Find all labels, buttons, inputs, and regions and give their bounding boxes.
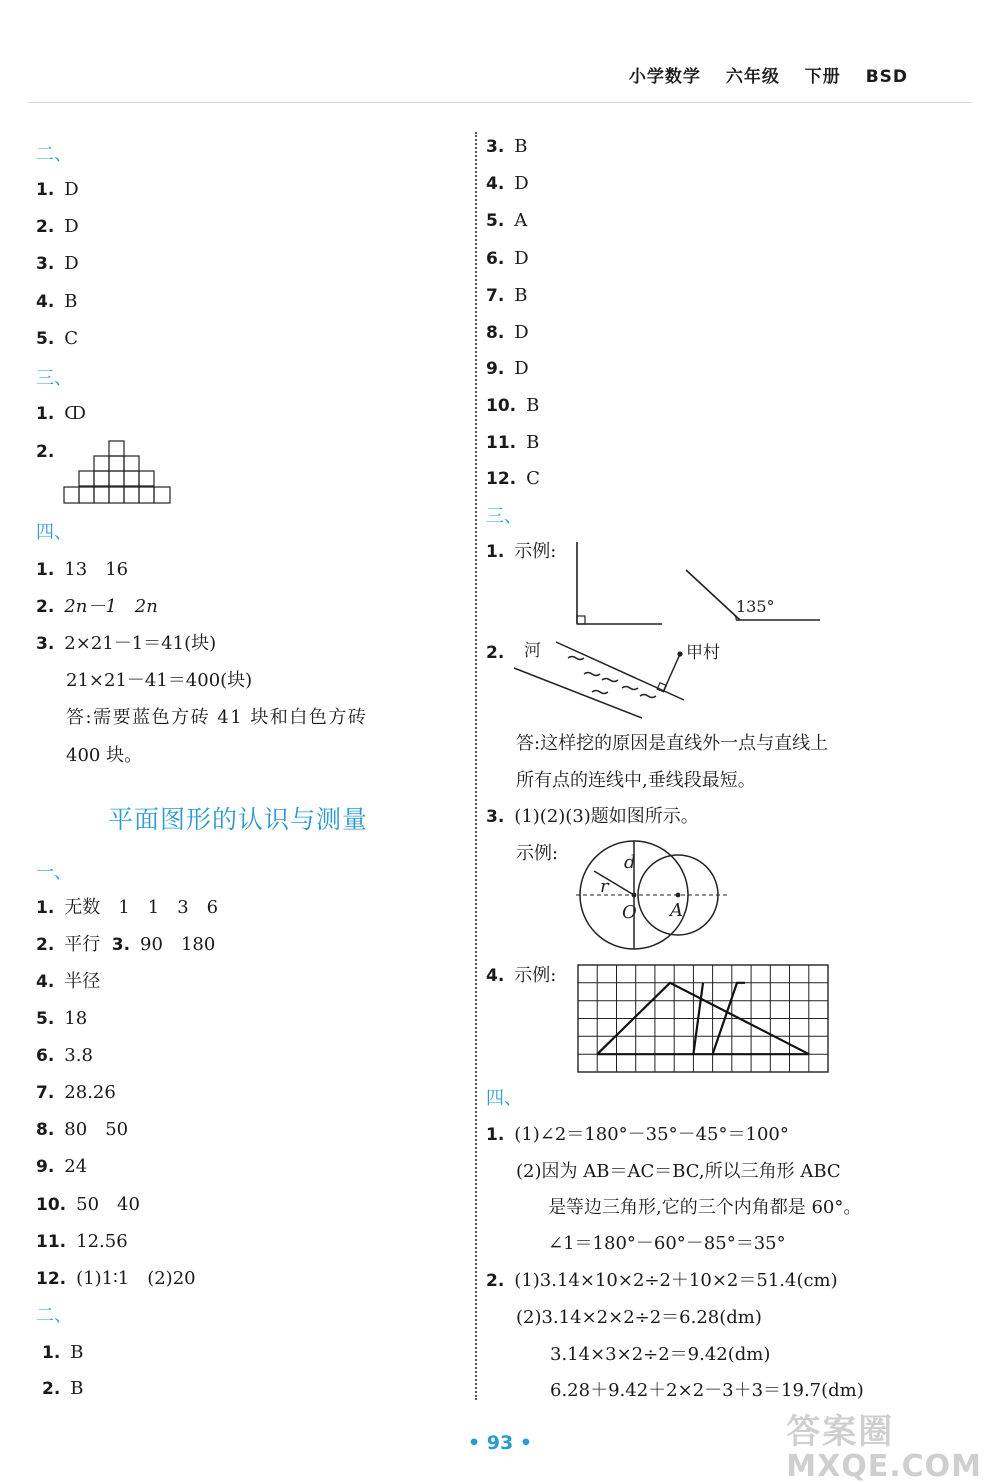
answer-row: 2. B: [42, 1378, 84, 1399]
column-divider: [475, 132, 477, 1400]
header-subject: 小学数学: [628, 67, 701, 87]
river-figure: [512, 636, 732, 720]
answer-row: 3. D: [36, 253, 79, 274]
answer-row: 1. (1)∠2＝180°－35°－45°＝100°: [486, 1124, 789, 1145]
answer-row: 8. D: [486, 322, 529, 343]
answer-line: 21×21－41＝400(块): [66, 670, 253, 691]
cube-pyramid-figure: [63, 440, 175, 506]
header-edition: BSD: [865, 67, 908, 87]
section-label: 三、: [36, 368, 72, 389]
section-label: 二、: [36, 144, 72, 165]
answer-row: 3. 2×21－1＝41(块): [36, 633, 217, 654]
answer-line: 3.14×3×2÷2＝9.42(dm): [550, 1344, 771, 1365]
section-label: 一、: [36, 862, 72, 883]
answer-row: 2.: [36, 442, 55, 462]
section-label: 四、: [486, 1088, 522, 1109]
answer-line: 答:需要蓝色方砖 41 块和白色方砖: [66, 707, 368, 728]
answer-row: 1. B: [42, 1342, 84, 1363]
village-label: 甲村: [686, 643, 720, 663]
answer-row: 1. D: [36, 179, 79, 200]
label-r: r: [600, 876, 609, 897]
page-number: • 93 •: [468, 1432, 532, 1454]
answer-row: 5. 18: [36, 1008, 88, 1029]
river-label: 河: [524, 641, 541, 661]
answer-row: 4. D: [486, 173, 529, 194]
chapter-title: 平面图形的认识与测量: [108, 805, 369, 834]
label-a: A: [670, 900, 683, 921]
header-rule: [28, 102, 972, 103]
answer-row: 5. A: [486, 210, 528, 231]
answer-row: 1. 13 16: [36, 559, 129, 580]
answer-row: 2.: [486, 643, 505, 663]
answer-row: 10. B: [486, 395, 540, 416]
answer-row: 9. 24: [36, 1156, 88, 1177]
answer-row: 4. 半径: [36, 971, 101, 992]
answer-row: 7. 28.26: [36, 1082, 116, 1103]
answer-line: 6.28＋9.42＋2×2－3＋3＝19.7(dm): [550, 1380, 864, 1401]
label-d: d: [624, 852, 636, 873]
answer-row: 4. 示例:: [486, 965, 557, 986]
answer-row: 11. 12.56: [36, 1231, 128, 1252]
grid-figure: [577, 964, 831, 1076]
watermark-url: MXQE.COM: [786, 1449, 982, 1484]
label-o: O: [622, 902, 637, 923]
answer-row: 1. ↀ: [36, 403, 87, 424]
answer-row: 1. 示例:: [486, 541, 557, 562]
watermark: [786, 1404, 982, 1484]
answer-row: 2. 2n－1 2n: [36, 596, 158, 617]
answer-row: 10. 50 40: [36, 1194, 140, 1215]
answer-row: 12. C: [486, 468, 540, 489]
answer-row: 12. (1)1∶1 (2)20: [36, 1268, 196, 1289]
answer-line: (2)3.14×2×2÷2＝6.28(dm): [516, 1307, 762, 1328]
answer-row: 2. 平行 3. 90 180: [36, 934, 216, 955]
header-volume: 下册: [804, 67, 841, 87]
header-grade: 六年级: [725, 67, 780, 87]
angle-label: 135°: [736, 597, 775, 616]
answer-row: 5. C: [36, 328, 79, 349]
answer-row: 11. B: [486, 432, 540, 453]
angle-figure: [570, 540, 830, 630]
answer-row: 1. 无数 1 1 3 6: [36, 897, 219, 918]
answer-row: 7. B: [486, 285, 528, 306]
answer-line: 所有点的连线中,垂线段最短。: [516, 770, 756, 791]
answer-line: 是等边三角形,它的三个内角都是 60°。: [548, 1197, 862, 1218]
answer-row: 9. D: [486, 358, 529, 379]
answer-row: 2. D: [36, 216, 79, 237]
circles-figure: [574, 838, 734, 952]
answer-row: 2. (1)3.14×10×2÷2＋10×2＝51.4(cm): [486, 1270, 838, 1291]
answer-row: 3. B: [486, 136, 528, 157]
answer-row: 6. 3.8: [36, 1045, 93, 1066]
answer-line: (2)因为 AB＝AC＝BC,所以三角形 ABC: [516, 1161, 841, 1182]
answer-line: ∠1＝180°－60°－85°＝35°: [548, 1233, 786, 1254]
answer-row: 3. (1)(2)(3)题如图所示。: [486, 806, 699, 827]
answer-row: 6. D: [486, 248, 529, 269]
answer-line: 答:这样挖的原因是直线外一点与直线上: [516, 733, 829, 754]
answer-row: 4. B: [36, 291, 78, 312]
watermark-logo-text: 答案圈: [786, 1412, 895, 1452]
section-label: 二、: [36, 1305, 72, 1326]
page-header: [611, 62, 908, 87]
answer-line: 400 块。: [66, 745, 143, 766]
example-label: 示例:: [516, 843, 559, 864]
answer-row: 8. 80 50: [36, 1119, 129, 1140]
section-label: 三、: [486, 506, 522, 527]
section-label: 四、: [36, 522, 72, 543]
